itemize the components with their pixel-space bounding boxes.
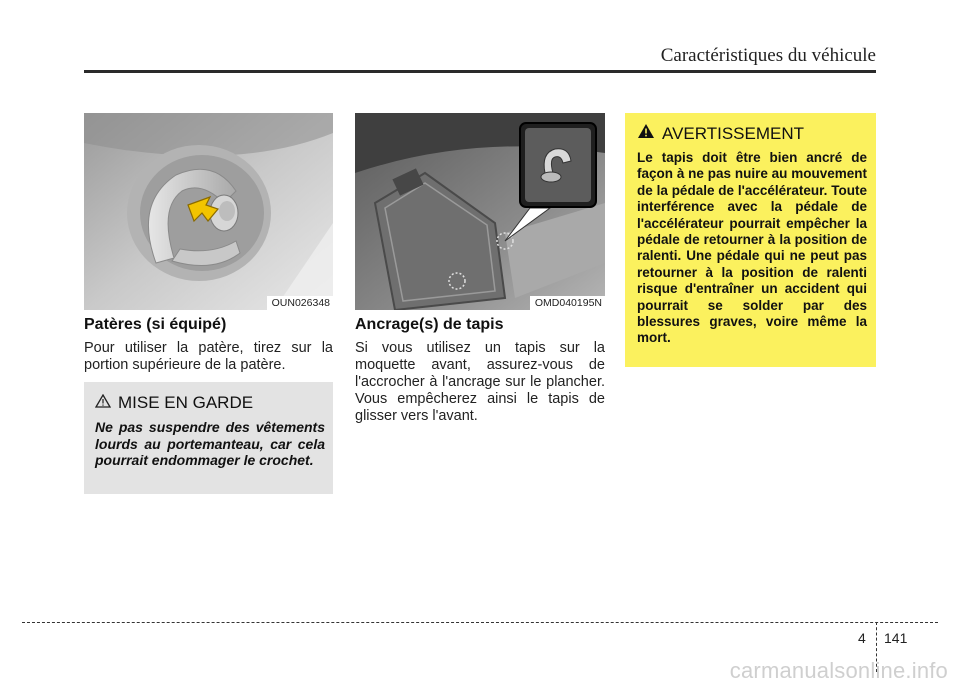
caution-text: Ne pas suspendre des vêtements lourds au portemanteau, car cela pourrait endommager le crochet. xyxy=(95,419,325,468)
coat-hook-section-title: Patères (si équipé) xyxy=(84,316,227,333)
chapter-number: 4 xyxy=(858,630,866,646)
floor-mat-instructions: Si vous utilisez un tapis sur la moquette avant, assurez-vous de l'accrocher à l'ancrage sur le plancher. Vous empêcherez ainsi le tapis de glisser vers l'avant. xyxy=(355,340,605,424)
coat-hook-instructions: Pour utiliser la patère, tirez sur la portion supérieure de la patère. xyxy=(84,340,333,373)
warning-text: Le tapis doit être bien ancré de façon à ne pas nuire au mouvement de la pédale de l'accélérateur. Toute interférence avec la pédale de l'accélérateur pourrait empêcher la pédale de retourner à la position de ralenti. Une pédale qui ne peut pas retourner à la position de ralenti risque d'entraîner un accident qui pourrait se solder par des blessures graves, voire même la mort. xyxy=(637,150,867,346)
caution-title: MISE EN GARDE xyxy=(118,393,254,412)
photo-code-middle: OMD040195N xyxy=(530,296,605,310)
photo-code-left: OUN026348 xyxy=(267,296,333,310)
header-rule xyxy=(84,70,876,73)
coat-hook-photo xyxy=(84,113,333,310)
page-number: 141 xyxy=(884,630,908,646)
floor-mat-section-title: Ancrage(s) de tapis xyxy=(355,316,504,333)
warning-title: AVERTISSEMENT xyxy=(662,123,805,143)
floor-mat-anchor-photo xyxy=(355,113,605,310)
caution-box xyxy=(84,382,333,494)
warning-box xyxy=(625,113,876,367)
page-header-title: Caractéristiques du véhicule xyxy=(660,45,876,66)
footer-dashed-rule xyxy=(22,622,938,623)
watermark: carmanualsonline.info xyxy=(729,658,948,683)
warning-triangle-icon xyxy=(637,123,655,144)
warning-triangle-icon xyxy=(95,394,111,413)
